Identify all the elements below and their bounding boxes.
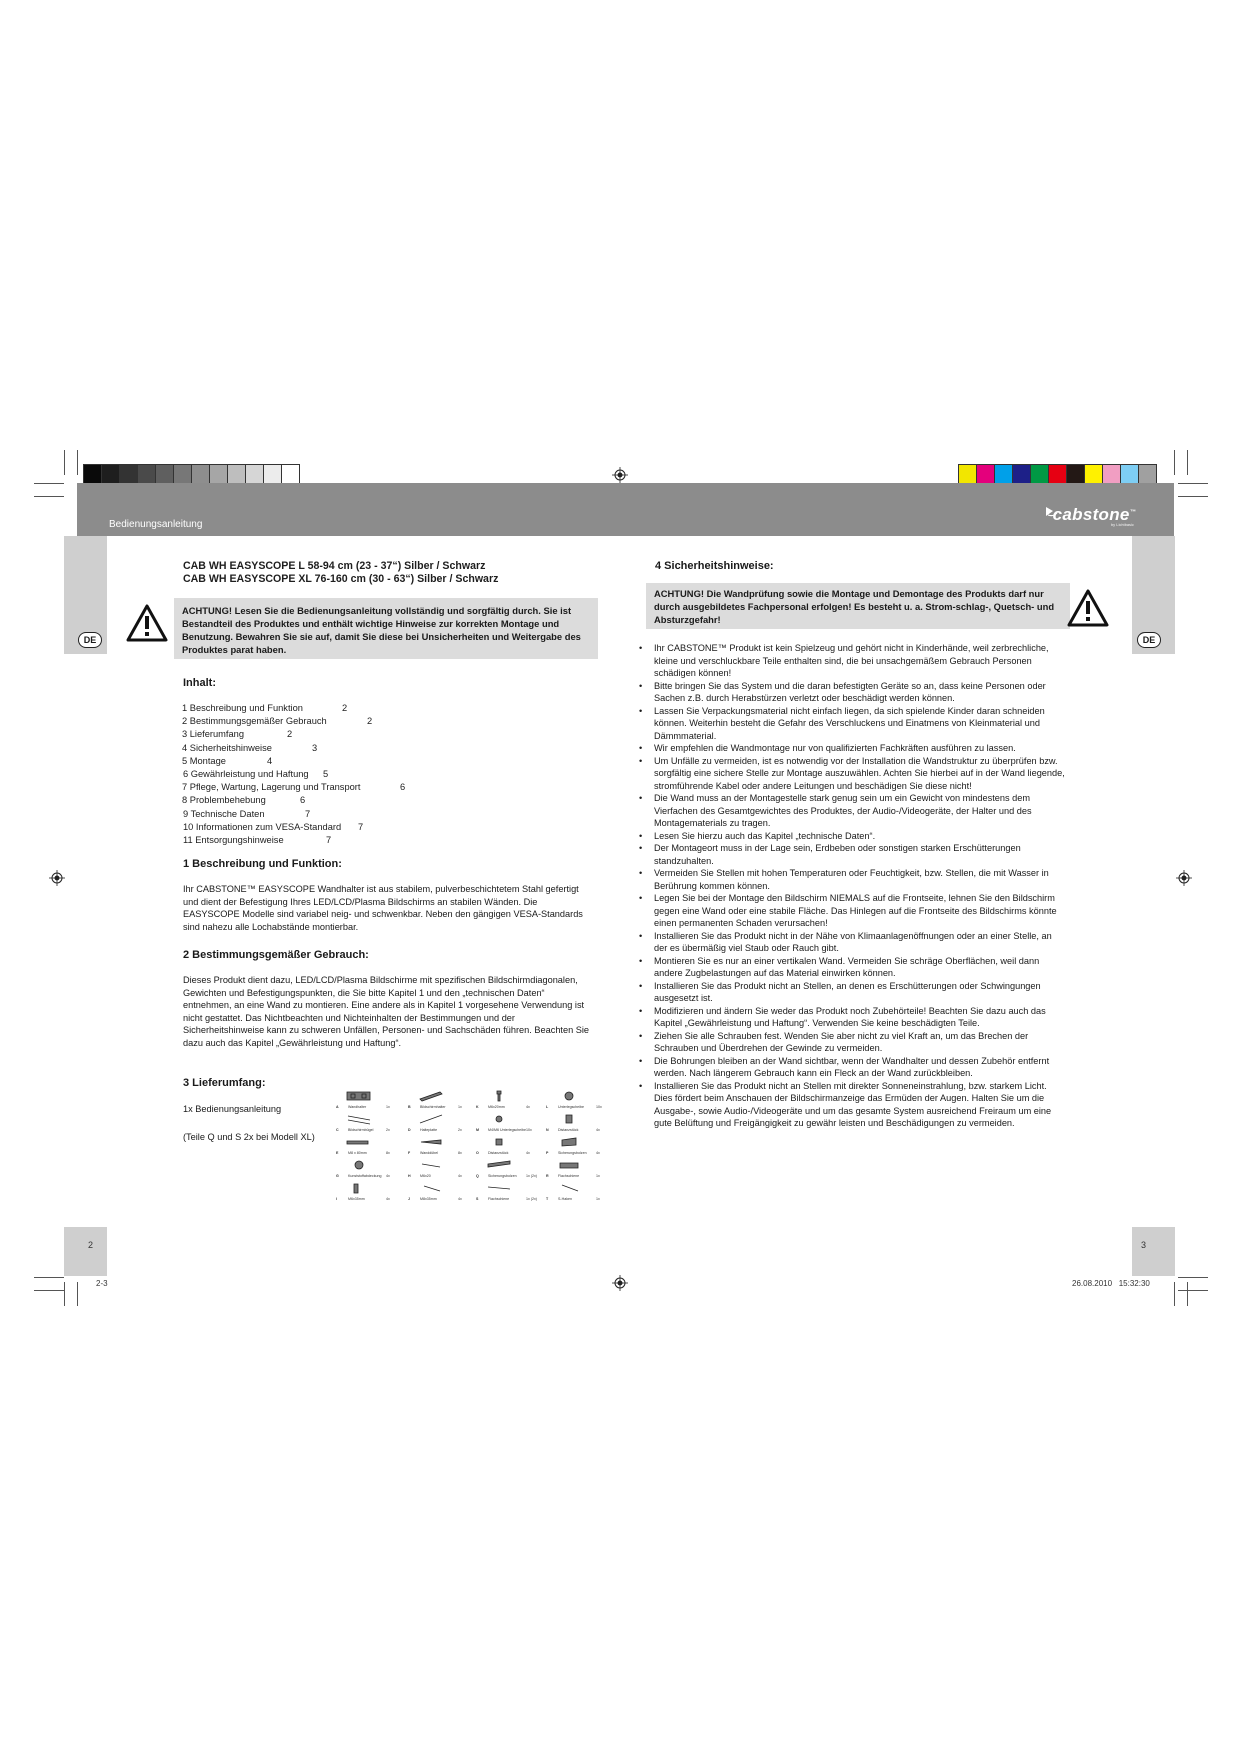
toc-entry: [182, 702, 482, 715]
gray-swatch: [282, 465, 299, 484]
part-quantity: 4x: [458, 1174, 462, 1178]
list-item-text: Legen Sie bei der Montage den Bildschirm NIEMALS auf die Frontseite, lehnen Sie den Bildschirm gegen eine Wand oder eine stabile Fläche. Das Hinlegen auf die Frontseite des Bildschirms könnte einen permanenten Schaden verursachen!: [654, 893, 1057, 928]
toc-entry: [182, 742, 482, 755]
color-swatch: [1085, 465, 1103, 484]
header-band: [77, 483, 1174, 536]
table-of-contents: [182, 702, 482, 847]
bullet-icon: •: [639, 643, 643, 653]
list-item-text: Modifizieren und ändern Sie weder das Produkt noch Zubehörteile! Beachten Sie dazu auch das Kapitel „Gewährleistung und Haftung“. Verwenden Sie keine beschädigten Teile.: [654, 1005, 1046, 1028]
toc-entry-page: 3: [312, 742, 318, 753]
parts-overview: [336, 1089, 617, 1207]
list-item: [639, 755, 1067, 793]
part-caption: [546, 1151, 600, 1155]
part-caption: [336, 1174, 390, 1178]
bullet-icon: •: [639, 743, 643, 753]
safety-bullet-list: [639, 642, 1067, 1130]
part-illustration-icon: [344, 1089, 374, 1103]
bullet-icon: •: [639, 955, 643, 966]
part-quantity: 4x: [596, 1151, 600, 1155]
gray-swatch: [192, 465, 210, 484]
color-swatch: [959, 465, 977, 484]
bullet-icon: •: [639, 1080, 643, 1091]
bullet-icon: •: [639, 793, 643, 803]
toc-entry-page: 6: [400, 782, 406, 793]
gray-swatch: [210, 465, 228, 484]
list-item-text: Die Bohrungen bleiben an der Wand sichtbar, wenn der Wandhalter und dessen Zubehör entfernt werden. Nach längerem Gebrauch kann ein Fleck an der Wand zurückbleiben.: [654, 1055, 1050, 1078]
part-letter: K: [476, 1105, 479, 1109]
part-illustration-icon: [416, 1089, 446, 1103]
list-item: [639, 1005, 1067, 1030]
list-item: [639, 642, 1067, 680]
language-badge: DE: [1137, 632, 1161, 648]
part-name: Distanzstück: [488, 1151, 509, 1155]
registration-mark-icon: [612, 467, 628, 483]
part-caption: [408, 1151, 462, 1155]
list-item-text: Um Unfälle zu vermeiden, ist es notwendig vor der Installation die Wandstruktur zu überprüfen bzw. sorgfältig eine sichere Stelle zur Montage auszuwählen. Achten Sie hierbei auf in der Wand liegende, stromführende Kabel oder andere Leitungen und beschädigen Sie diese nicht!: [654, 755, 1065, 791]
part-letter: C: [336, 1128, 339, 1132]
part-letter: S: [476, 1197, 479, 1201]
color-swatch: [1049, 465, 1067, 484]
sheet-label: 2-3: [96, 1279, 108, 1288]
list-item-text: Vermeiden Sie Stellen mit hohen Temperaturen oder Feuchtigkeit, bzw. Stellen, die mit Wasser in Berührung kommen können.: [654, 868, 1049, 891]
list-item-text: Der Montageort muss in der Lage sein, Erdbeben oder sonstigen starken Erschütterungen standzuhalten.: [654, 843, 1021, 866]
list-item: [639, 1055, 1067, 1080]
part-illustration-icon: [484, 1181, 514, 1195]
part-name: M8x35mm: [420, 1197, 437, 1201]
part-caption: [336, 1128, 390, 1132]
part-quantity: 2x: [458, 1128, 462, 1132]
language-badge: DE: [78, 632, 102, 648]
bullet-icon: •: [639, 843, 643, 853]
section-heading: Inhalt:: [183, 677, 216, 689]
gray-swatch: [102, 465, 120, 484]
toc-entry: [182, 728, 482, 741]
process-color-bar: [958, 464, 1157, 485]
bullet-icon: •: [639, 1030, 643, 1041]
part-quantity: 1x: [386, 1105, 390, 1109]
bullet-icon: •: [639, 705, 643, 716]
gray-swatch: [246, 465, 264, 484]
part-quantity: 1x (2x): [526, 1174, 537, 1178]
color-swatch: [1067, 465, 1085, 484]
part-name: Bildschirmbügel: [348, 1128, 374, 1132]
brand-logo-sub: by Lichtbasic: [1111, 523, 1134, 527]
part-letter: T: [546, 1197, 549, 1201]
toc-entry-page: 2: [367, 716, 373, 727]
toc-entry-page: 7: [305, 808, 311, 819]
list-item-text: Montieren Sie es nur an einer vertikalen Wand. Vermeiden Sie schräge Oberflächen, weil dann andere Zugbelastungen auf das Material einwirken können.: [654, 955, 1040, 978]
list-item-text: Installieren Sie das Produkt nicht an Stellen, an denen es Erschütterungen oder Schwingungen ausgesetzt ist.: [654, 980, 1041, 1003]
part-caption: [546, 1105, 602, 1109]
part-caption: [476, 1105, 530, 1109]
part-caption: [476, 1197, 537, 1201]
color-swatch: [1121, 465, 1139, 484]
bullet-icon: •: [639, 1005, 643, 1016]
gray-swatch: [264, 465, 282, 484]
list-item-text: Bitte bringen Sie das System und die daran befestigten Geräte so an, dass keine Personen oder Sachen z.B. durch Herabstürzen verletzt oder beschädigt werden können.: [654, 680, 1046, 703]
part-name: Unterlegscheibe: [558, 1105, 584, 1109]
section-heading: 4 Sicherheitshinweise:: [655, 560, 774, 572]
part-quantity: 1x: [596, 1174, 600, 1178]
toc-entry-label: 5 Montage: [182, 755, 226, 766]
part-caption: [476, 1174, 537, 1178]
part-caption: [336, 1105, 390, 1109]
list-item: [639, 1080, 1067, 1130]
list-item: [639, 705, 1067, 743]
part-quantity: 1x: [596, 1197, 600, 1201]
list-item: [639, 792, 1067, 830]
toc-entry-page: 2: [287, 729, 293, 740]
part-letter: N: [546, 1128, 549, 1132]
bullet-icon: •: [639, 893, 643, 903]
toc-entry: [182, 781, 482, 794]
right-page-number-tab: [1132, 1227, 1175, 1276]
part-name: Flachschiene: [558, 1174, 580, 1178]
part-quantity: 2x: [386, 1128, 390, 1132]
bullet-icon: •: [639, 868, 643, 878]
list-item: [639, 980, 1067, 1005]
part-caption: [546, 1174, 600, 1178]
toc-entry-label: 9 Technische Daten: [183, 808, 265, 819]
registration-mark-icon: [49, 870, 65, 886]
part-quantity: 4x: [526, 1105, 530, 1109]
section-paragraph: Ihr CABSTONE™ EASYSCOPE Wandhalter ist aus stabilem, pulverbeschichtetem Stahl gefertigt und dient der Befestigung Ihres LED/LCD/Plasma Bildschirms an stabilen Wänden. Die EASYSCOPE Modelle sind variabel neig- und schwenkbar. Neben den gängigen VESA-Standards sind nahezu alle Lochabstände montierbar.: [183, 884, 583, 932]
toc-entry: [182, 821, 482, 834]
list-item-text: Ihr CABSTONE™ Produkt ist kein Spielzeug und gehört nicht in Kinderhände, weil zerbrechliche, kleine und verschluckbare Teile enthalten sind, die bei unsachgemäßem Gebrauch Personen schädigen können!: [654, 643, 1049, 678]
part-quantity: 4x: [596, 1128, 600, 1132]
toc-entry-page: 7: [358, 821, 364, 832]
part-illustration-icon: [416, 1135, 446, 1149]
product-title-line: CAB WH EASYSCOPE L 58-94 cm (23 - 37“) Silber / Schwarz: [183, 560, 486, 572]
section-heading: 2 Bestimmungsgemäßer Gebrauch:: [183, 949, 369, 961]
product-title: [183, 560, 603, 586]
warning-triangle-icon: [126, 604, 168, 642]
part-letter: L: [546, 1105, 549, 1109]
part-letter: O: [476, 1151, 479, 1155]
part-quantity: 4x: [526, 1151, 530, 1155]
part-caption: [408, 1197, 462, 1201]
part-illustration-icon: [416, 1158, 446, 1172]
part-name: M4/M6 Unterlegscheibe: [488, 1128, 526, 1132]
part-letter: G: [336, 1174, 339, 1178]
section-paragraph: Dieses Produkt dient dazu, LED/LCD/Plasma Bildschirme mit spezifischen Bildschirmdiagonalen, Gewichten und Befestigungspunkten, die Sie bitte Kapitel 1 und den „technischen Daten“ entnehmen, an eine Wand zu montieren. Eine andere als in Kapitel 1 vorgesehene Verwendung ist nicht gestattet. Das Nichtbeachten und Nichteinhalten der Bestimmungen und der Sicherheitshinweise kann zu schweren Unfällen, Personen- und Sachschäden führen. Beachten Sie dazu auch das Kapitel „Gewährleistung und Haftung“.: [183, 975, 590, 1048]
part-caption: [336, 1151, 390, 1155]
toc-entry-label: 8 Problembehebung: [182, 795, 266, 806]
list-item: [639, 680, 1067, 705]
part-name: Wandhalter: [348, 1105, 367, 1109]
toc-entry-label: 1 Beschreibung und Funktion: [182, 703, 303, 713]
part-name: M6x35mm: [348, 1197, 365, 1201]
part-letter: Q: [476, 1174, 479, 1178]
part-illustration-icon: [344, 1135, 374, 1149]
section-paragraph: (Teile Q und S 2x bei Modell XL): [183, 1132, 315, 1142]
product-title-line: CAB WH EASYSCOPE XL 76-160 cm (30 - 63“) Silber / Schwarz: [183, 573, 499, 585]
toc-entry-label: 6 Gewährleistung und Haftung: [183, 768, 309, 779]
part-illustration-icon: [554, 1112, 584, 1126]
part-illustration-icon: [484, 1158, 514, 1172]
part-caption: [476, 1151, 530, 1155]
bullet-icon: •: [639, 1055, 643, 1066]
list-item: [639, 830, 1067, 843]
toc-entry: [182, 808, 482, 821]
gray-swatch: [138, 465, 156, 484]
list-item-text: Lesen Sie hierzu auch das Kapitel „technische Daten“.: [654, 830, 876, 841]
list-item: [639, 842, 1067, 867]
list-item: [639, 867, 1067, 892]
list-item: [639, 955, 1067, 980]
list-item: [639, 1030, 1067, 1055]
section-heading: 3 Lieferumfang:: [183, 1077, 266, 1089]
bullet-icon: •: [639, 755, 643, 766]
gray-swatch: [174, 465, 192, 484]
part-illustration-icon: [554, 1135, 584, 1149]
part-quantity: 4x: [386, 1197, 390, 1201]
part-illustration-icon: [484, 1112, 514, 1126]
part-name: Sicherungsbolzen: [558, 1151, 587, 1155]
color-swatch: [1013, 465, 1031, 484]
part-letter: A: [336, 1105, 339, 1109]
part-quantity: 10x: [526, 1128, 532, 1132]
part-letter: E: [336, 1151, 339, 1155]
brand-logo: cabstone™: [1052, 505, 1136, 524]
part-quantity: 4x: [386, 1174, 390, 1178]
color-swatch: [1103, 465, 1121, 484]
part-illustration-icon: [416, 1181, 446, 1195]
print-timestamp: 26.08.2010 15:32:30: [1072, 1279, 1150, 1288]
page-number: 2: [88, 1240, 94, 1250]
toc-entry: [182, 794, 482, 807]
part-letter: H: [408, 1174, 411, 1178]
part-name: Wanddübel: [420, 1151, 439, 1155]
part-letter: B: [408, 1105, 411, 1109]
part-illustration-icon: [554, 1158, 584, 1172]
color-swatch: [1139, 465, 1156, 484]
list-item-text: Lassen Sie Verpackungsmaterial nicht einfach liegen, da sich spielende Kinder daran schneiden können. Weiterhin besteht die Gefahr des Verschluckens und Einatmens von Kleinmaterial und Dämmmaterial.: [654, 705, 1045, 741]
part-illustration-icon: [554, 1181, 584, 1195]
part-quantity: 8x: [458, 1151, 462, 1155]
toc-entry-label: 4 Sicherheitshinweise: [182, 742, 272, 753]
warning-triangle-icon: [1067, 589, 1109, 627]
list-item-text: Ziehen Sie alle Schrauben fest. Wenden Sie aber nicht zu viel Kraft an, um das Brechen der Schrauben und Überdrehen der Gewinde zu vermeiden.: [654, 1030, 1029, 1053]
part-caption: [476, 1128, 532, 1132]
toc-entry-page: 7: [326, 834, 332, 845]
page-number: 3: [1141, 1240, 1147, 1250]
part-name: Distanzstück: [558, 1128, 579, 1132]
list-item-text: Die Wand muss an der Montagestelle stark genug sein um ein Gewicht von mindestens dem Vierfachen des Gesamtgewichtes des Produktes, der Audio-/Videogeräte, der Halter und des Montagematerials zu tragen.: [654, 793, 1032, 828]
part-letter: P: [546, 1151, 549, 1155]
part-name: M6x20mm: [488, 1105, 505, 1109]
color-swatch: [995, 465, 1013, 484]
part-name: Flachschiene: [488, 1197, 510, 1201]
toc-entry-page: 2: [342, 703, 348, 713]
part-name: M8 x 80mm: [348, 1151, 367, 1155]
section-paragraph: 1x Bedienungsanleitung: [183, 1104, 282, 1114]
header-label: Bedienungsanleitung: [109, 519, 203, 530]
part-name: Kunststoffabdeckung: [348, 1174, 382, 1178]
bullet-icon: •: [639, 980, 643, 991]
part-caption: [546, 1197, 600, 1201]
part-name: Sicherungsbolzen: [488, 1174, 517, 1178]
bullet-icon: •: [639, 930, 643, 941]
part-name: Halteplatte: [420, 1128, 438, 1132]
part-quantity: 10x: [596, 1105, 602, 1109]
list-item: [639, 742, 1067, 755]
list-item: [639, 892, 1067, 930]
gray-swatch: [120, 465, 138, 484]
bullet-icon: •: [639, 830, 643, 841]
part-caption: [408, 1174, 462, 1178]
toc-entry-label: 10 Informationen zum VESA-Standard: [183, 821, 342, 832]
list-item-text: Wir empfehlen die Wandmontage nur von qualifizierten Fachkräften ausführen zu lassen.: [654, 743, 1016, 753]
gray-swatch: [84, 465, 102, 484]
left-page-number-tab: [64, 1227, 107, 1276]
toc-entry: [182, 715, 482, 728]
color-swatch: [1031, 465, 1049, 484]
toc-entry: [182, 768, 482, 781]
toc-entry: [182, 834, 482, 847]
warning-box: ACHTUNG! Lesen Sie die Bedienungsanleitung vollständig und sorgfältig durch. Sie ist Bestandteil des Produktes und enthält wichtige Hinweise zur korrekten Montage und Benutzung. Bewahren Sie sie auf, damit Sie diese bei Unsicherheiten und Weitergabe des Produktes parat haben.: [174, 598, 598, 659]
part-name: S-Haken: [558, 1197, 572, 1201]
toc-entry-label: 2 Bestimmungsgemäßer Gebrauch: [182, 716, 327, 727]
toc-entry: [182, 755, 482, 768]
part-illustration-icon: [344, 1112, 374, 1126]
bullet-icon: •: [639, 680, 643, 691]
part-illustration-icon: [416, 1112, 446, 1126]
toc-entry-label: 3 Lieferumfang: [182, 729, 245, 740]
color-swatch: [977, 465, 995, 484]
part-quantity: 8x: [386, 1151, 390, 1155]
part-letter: D: [408, 1128, 411, 1132]
part-caption: [336, 1197, 390, 1201]
section-heading: 1 Beschreibung und Funktion:: [183, 858, 342, 870]
part-illustration-icon: [484, 1089, 514, 1103]
part-quantity: 1x (2x): [526, 1197, 537, 1201]
part-caption: [408, 1128, 462, 1132]
part-caption: [408, 1105, 462, 1109]
warning-box: ACHTUNG! Die Wandprüfung sowie die Montage und Demontage des Produkts darf nur durch ausgebildetes Fachpersonal erfolgen! Es besteht u. a. Strom-schlag-, Quetsch- und Absturzgefahr!: [646, 583, 1070, 629]
grayscale-color-bar: [83, 464, 300, 485]
part-illustration-icon: [344, 1158, 374, 1172]
part-quantity: 4x: [458, 1197, 462, 1201]
toc-entry-page: 4: [267, 755, 273, 766]
registration-mark-icon: [612, 1275, 628, 1291]
list-item-text: Installieren Sie das Produkt nicht in der Nähe von Klimaanlagenöffnungen oder an einer Stelle, an der es übermäßig viel Staub oder Rauch gibt.: [654, 930, 1052, 953]
toc-entry-label: 7 Pflege, Wartung, Lagerung und Transport: [182, 782, 361, 793]
part-caption: [546, 1128, 600, 1132]
toc-entry-label: 11 Entsorgungshinweise: [183, 834, 284, 845]
part-letter: R: [546, 1174, 549, 1178]
part-quantity: 1x: [458, 1105, 462, 1109]
part-name: Bildschirmhalter: [420, 1105, 446, 1109]
part-letter: M: [476, 1128, 479, 1132]
list-item-text: Installieren Sie das Produkt nicht an Stellen mit direkter Sonneneinstrahlung, bzw. starkem Licht. Dies fördert beim Anschauen der Bildschirmanzeige das Ermüden der Augen. Halten Sie um die Ausgabe-, sowie Audio-/Videogeräte und um das gesamte System ausreichend Freiraum um eine gute Belüftung und Freigängigkeit zu gewähr leisten und Beschädigungen zu vermeiden.: [654, 1080, 1052, 1128]
part-name: M6x20: [420, 1174, 431, 1178]
part-letter: I: [336, 1197, 337, 1201]
gray-swatch: [228, 465, 246, 484]
registration-mark-icon: [1176, 870, 1192, 886]
gray-swatch: [156, 465, 174, 484]
part-illustration-icon: [344, 1181, 374, 1195]
toc-entry-page: 5: [323, 768, 329, 779]
toc-entry-page: 6: [300, 795, 306, 806]
part-letter: J: [408, 1197, 410, 1201]
part-illustration-icon: [554, 1089, 584, 1103]
list-item: [639, 930, 1067, 955]
part-letter: F: [408, 1151, 411, 1155]
part-illustration-icon: [484, 1135, 514, 1149]
